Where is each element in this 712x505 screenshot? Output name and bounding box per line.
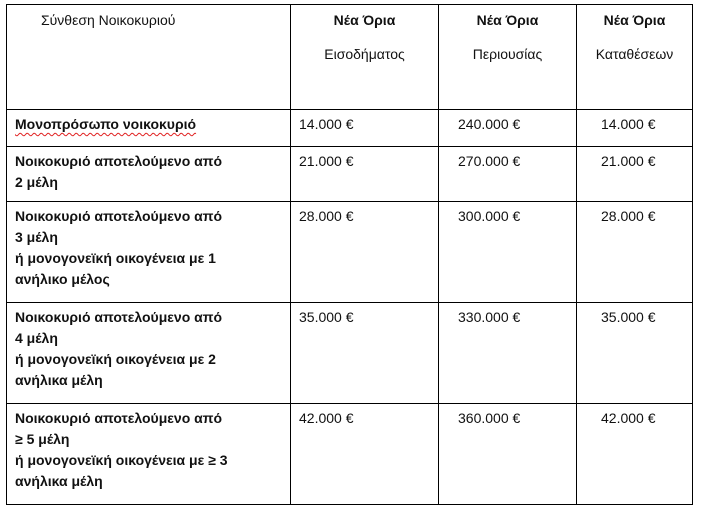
income-value: 28.000 €: [299, 208, 354, 224]
row-label-line: ανήλικα μέλη: [15, 372, 103, 388]
deposits-value: 35.000 €: [601, 309, 656, 325]
income-value: 42.000 €: [299, 410, 354, 426]
deposits-cell: [577, 147, 693, 202]
income-cell: [291, 303, 439, 404]
property-cell: [439, 404, 577, 505]
header-composition: [7, 5, 291, 110]
row-label-line: Νοικοκυριό αποτελούμενο από: [15, 208, 223, 224]
header-income-sub: Εισοδήματος: [324, 46, 405, 62]
deposits-value: 21.000 €: [601, 153, 656, 169]
property-value: 270.000 €: [458, 153, 521, 169]
deposits-cell: [577, 202, 693, 303]
deposits-cell: [577, 404, 693, 505]
row-label-line: ή μονογονεϊκή οικογένεια με 2: [15, 351, 216, 367]
row-label-line: Μονοπρόσωπο νοικοκυριό: [15, 116, 197, 132]
deposits-cell: [577, 110, 693, 147]
header-property-title: Νέα Όρια: [476, 12, 539, 28]
property-cell: [439, 147, 577, 202]
header-property-sub: Περιουσίας: [472, 46, 543, 62]
row-label-line: 2 μέλη: [15, 174, 58, 190]
row-label: [7, 202, 291, 303]
income-value: 14.000 €: [299, 116, 354, 132]
row-label-line: ή μονογονεϊκή οικογένεια με ≥ 3: [15, 452, 228, 468]
deposits-value: 28.000 €: [601, 208, 656, 224]
header-income: [291, 5, 439, 110]
property-cell: [439, 202, 577, 303]
property-cell: [439, 110, 577, 147]
header-property: [439, 5, 577, 110]
table-row: [7, 147, 693, 202]
property-value: 360.000 €: [458, 410, 521, 426]
row-label-line: Νοικοκυριό αποτελούμενο από: [15, 153, 223, 169]
property-value: 300.000 €: [458, 208, 521, 224]
header-deposits-title: Νέα Όρια: [603, 12, 666, 28]
row-label-line: ή μονογονεϊκή οικογένεια με 1: [15, 250, 216, 266]
row-label-line: 4 μέλη: [15, 330, 58, 346]
table-row: [7, 202, 693, 303]
income-value: 21.000 €: [299, 153, 354, 169]
row-label: [7, 147, 291, 202]
header-composition-label: Σύνθεση Νοικοκυριού: [41, 12, 176, 28]
row-label-line: 3 μέλη: [15, 229, 58, 245]
table-row: [7, 110, 693, 147]
header-deposits: [577, 5, 693, 110]
property-value: 240.000 €: [458, 116, 521, 132]
deposits-value: 14.000 €: [601, 116, 656, 132]
property-cell: [439, 303, 577, 404]
row-label: [7, 303, 291, 404]
table-row: [7, 404, 693, 505]
row-label-line: ανήλικο μέλος: [15, 271, 110, 287]
deposits-value: 42.000 €: [601, 410, 656, 426]
table-row: [7, 303, 693, 404]
row-label-line: Νοικοκυριό αποτελούμενο από: [15, 309, 223, 325]
row-label-line: ανήλικα μέλη: [15, 473, 103, 489]
deposits-cell: [577, 303, 693, 404]
income-cell: [291, 404, 439, 505]
row-label: [7, 404, 291, 505]
header-deposits-sub: Καταθέσεων: [595, 46, 674, 62]
row-label-line: Νοικοκυριό αποτελούμενο από: [15, 410, 223, 426]
income-cell: [291, 202, 439, 303]
income-value: 35.000 €: [299, 309, 354, 325]
row-label-line: ≥ 5 μέλη: [15, 431, 70, 447]
income-cell: [291, 110, 439, 147]
property-value: 330.000 €: [458, 309, 521, 325]
income-cell: [291, 147, 439, 202]
table-header-row: [7, 5, 693, 110]
header-income-title: Νέα Όρια: [333, 12, 396, 28]
household-limits-table: [6, 4, 693, 505]
row-label: [7, 110, 291, 147]
